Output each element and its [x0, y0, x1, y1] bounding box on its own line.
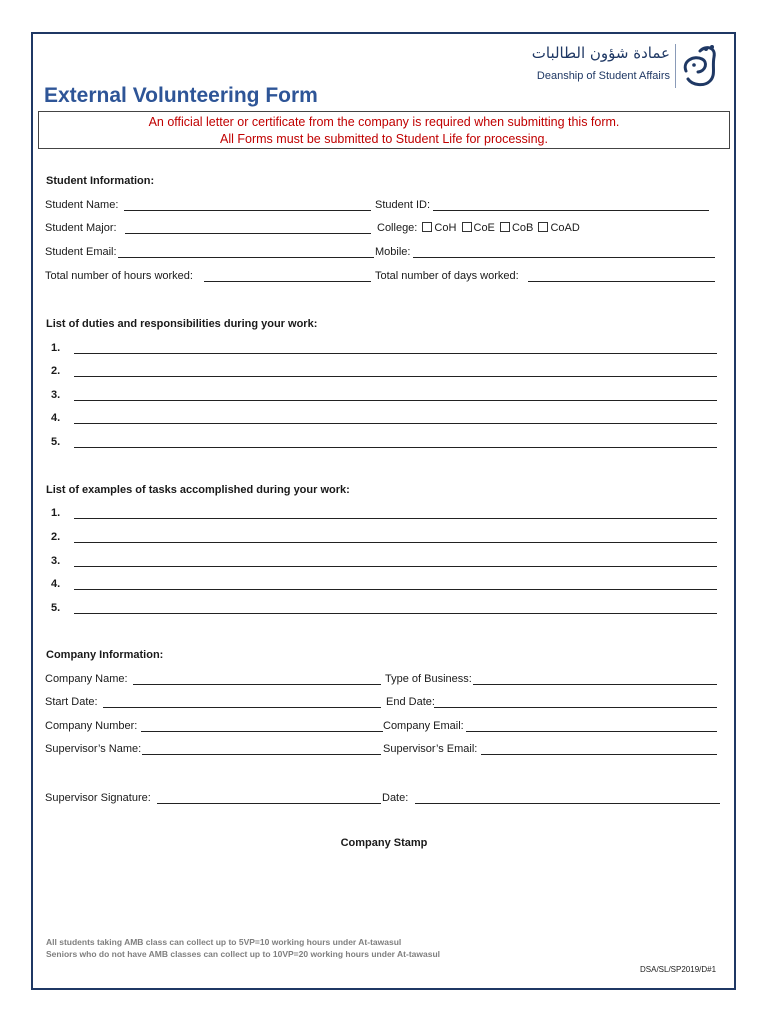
- start-date-field[interactable]: [103, 707, 381, 708]
- task-number-4: 4.: [51, 578, 61, 590]
- college-cob-checkbox[interactable]: [500, 222, 510, 232]
- task-line-1[interactable]: [74, 518, 717, 519]
- college-option-coe: CoE: [473, 222, 495, 234]
- college-option-coh: CoH: [434, 222, 457, 234]
- company-number-field[interactable]: [141, 731, 383, 732]
- supervisor-signature-field[interactable]: [157, 803, 381, 804]
- notice-line-1: An official letter or certificate from the company is required when submitting this form.: [148, 115, 620, 129]
- student-id-label: Student ID:: [375, 199, 431, 211]
- task-number-1: 1.: [51, 507, 61, 519]
- student-id-field[interactable]: [433, 210, 709, 211]
- student-email-label: Student Email:: [45, 246, 117, 258]
- mobile-label: Mobile:: [375, 246, 411, 258]
- end-date-label: End Date:: [386, 696, 435, 708]
- document-code: DSA/SL/SP2019/D#1: [640, 965, 717, 974]
- duty-number-5: 5.: [51, 436, 61, 448]
- task-line-3[interactable]: [74, 566, 717, 567]
- header-arabic-title: عمادة شؤون الطالبات: [531, 44, 670, 62]
- duty-line-5[interactable]: [74, 447, 717, 448]
- college-label: College:: [377, 222, 418, 234]
- total-hours-label: Total number of hours worked:: [45, 270, 193, 282]
- end-date-field[interactable]: [434, 707, 717, 708]
- task-line-4[interactable]: [74, 589, 717, 590]
- footnote-line-1: All students taking AMB class can collect up to 5VP=10 working hours under At-tawasul: [46, 937, 402, 947]
- signature-date-label: Date:: [382, 792, 409, 804]
- duty-line-3[interactable]: [74, 400, 717, 401]
- company-info-heading: Company Information:: [46, 649, 164, 661]
- start-date-label: Start Date:: [45, 696, 98, 708]
- college-coe-checkbox[interactable]: [462, 222, 472, 232]
- duty-number-2: 2.: [51, 365, 61, 377]
- supervisor-email-label: Supervisor’s Email:: [383, 743, 478, 755]
- notice-line-2: All Forms must be submitted to Student Life for processing.: [220, 132, 548, 146]
- college-coad-checkbox[interactable]: [538, 222, 548, 232]
- college-selector: [377, 222, 580, 234]
- task-number-5: 5.: [51, 602, 61, 614]
- business-type-label: Type of Business:: [385, 673, 472, 685]
- company-email-label: Company Email:: [383, 720, 464, 732]
- total-days-label: Total number of days worked:: [375, 270, 519, 282]
- student-info-heading: Student Information:: [46, 175, 155, 187]
- task-line-2[interactable]: [74, 542, 717, 543]
- duty-number-4: 4.: [51, 412, 61, 424]
- student-major-label: Student Major:: [45, 222, 117, 234]
- notice-box: [38, 111, 730, 149]
- tasks-heading: List of examples of tasks accomplished during your work:: [46, 484, 350, 496]
- supervisor-name-field[interactable]: [142, 754, 381, 755]
- form-title: External Volunteering Form: [44, 84, 318, 107]
- student-name-label: Student Name:: [45, 199, 119, 211]
- total-days-field[interactable]: [528, 281, 715, 282]
- supervisor-signature-label: Supervisor Signature:: [45, 792, 151, 804]
- task-number-2: 2.: [51, 531, 61, 543]
- student-major-field[interactable]: [125, 233, 371, 234]
- task-line-5[interactable]: [74, 613, 717, 614]
- college-coh-checkbox[interactable]: [422, 222, 432, 232]
- total-hours-field[interactable]: [204, 281, 371, 282]
- college-option-coad: CoAD: [550, 222, 580, 234]
- company-name-field[interactable]: [133, 684, 381, 685]
- duty-line-4[interactable]: [74, 423, 717, 424]
- duties-heading: List of duties and responsibilities during your work:: [46, 318, 318, 330]
- dsa-calligraphy-logo-icon: [676, 41, 724, 91]
- mobile-field[interactable]: [413, 257, 715, 258]
- header-english-title: Deanship of Student Affairs: [536, 70, 670, 82]
- duty-line-1[interactable]: [74, 353, 717, 354]
- duty-line-2[interactable]: [74, 376, 717, 377]
- duty-number-3: 3.: [51, 389, 61, 401]
- company-stamp-label: Company Stamp: [340, 837, 428, 849]
- student-email-field[interactable]: [118, 257, 374, 258]
- task-number-3: 3.: [51, 555, 61, 567]
- company-name-label: Company Name:: [45, 673, 128, 685]
- business-type-field[interactable]: [473, 684, 717, 685]
- signature-date-field[interactable]: [415, 803, 720, 804]
- duty-number-1: 1.: [51, 342, 61, 354]
- footnote-line-2: Seniors who do not have AMB classes can collect up to 10VP=20 working hours under At-tawasul: [46, 949, 441, 959]
- company-number-label: Company Number:: [45, 720, 138, 732]
- supervisor-name-label: Supervisor’s Name:: [45, 743, 142, 755]
- student-name-field[interactable]: [124, 210, 371, 211]
- supervisor-email-field[interactable]: [481, 754, 717, 755]
- college-option-cob: CoB: [511, 222, 534, 234]
- company-email-field[interactable]: [466, 731, 717, 732]
